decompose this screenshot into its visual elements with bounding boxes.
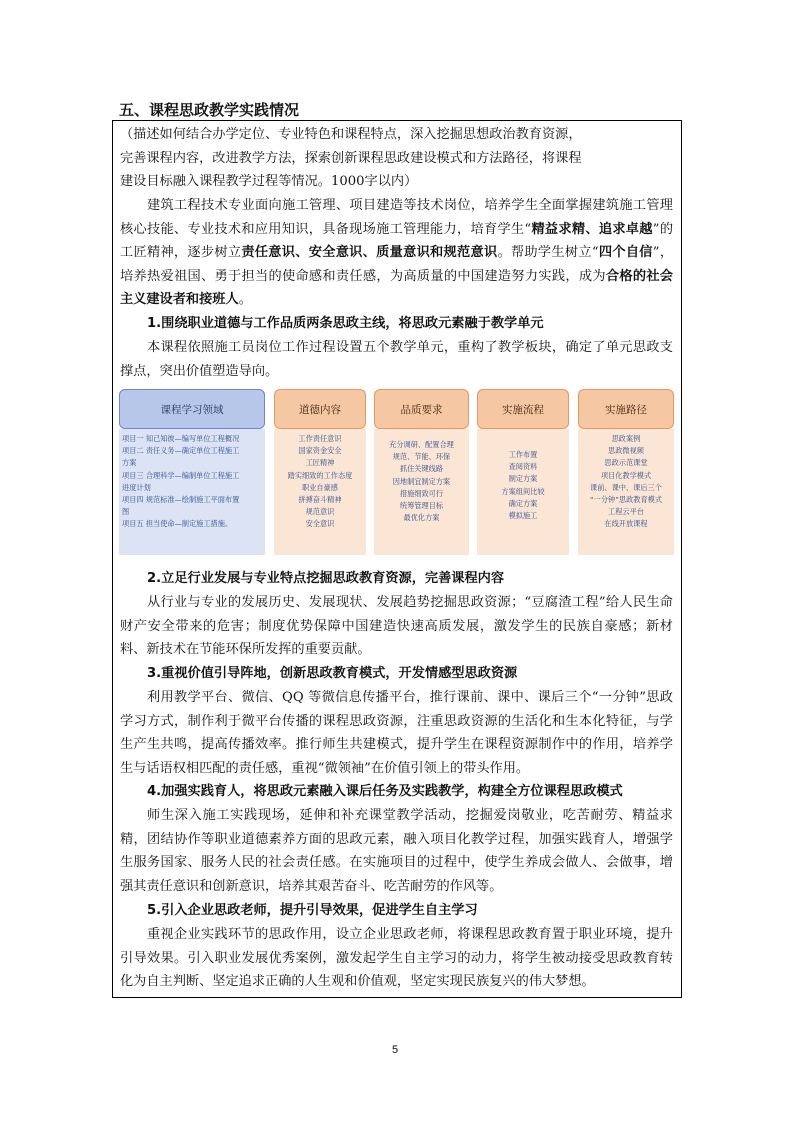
diagram-item: 项目化教学模式 — [600, 470, 652, 480]
diagram-column-title: 课程学习领域 — [119, 389, 265, 429]
diagram-item: 进度计划 — [122, 482, 151, 492]
diagram-item: 抓住关键线路 — [399, 464, 444, 474]
diagram-item: “一分钟”思政教育模式 — [589, 495, 663, 505]
paragraph-text: ”，培养热爱祖国、勇于担当的使命感和责任感，为高质量的中国建造努力实践，成为 — [120, 245, 674, 284]
diagram-item: 项目三 合理科学—编制单位工程施工 — [122, 470, 240, 480]
diagram-column-body — [578, 429, 674, 555]
diagram-item: 制定方案 — [508, 474, 538, 484]
paragraph-5: 重视企业实践环节的思政作用，设立企业思政老师，将课程思政教育置于职业环境，提升引导效果。引入职业发展优秀案例，激发起学生自主学习的动力，将学生被动接受思政教育转化为自主判断、坚定追求正确的人生观和价值观，坚定实现民族复兴的伟大梦想。 — [120, 927, 673, 989]
heading-1: 1.围绕职业道德与工作品质两条思政主线，将思政元素融于教学单元 — [147, 316, 544, 331]
diagram-item: 在线开放课程 — [604, 519, 648, 529]
heading-2: 2.立足行业发展与专业特点挖掘思政教育资源，完善课程内容 — [147, 571, 505, 586]
paragraph-4: 师生深入施工实践现场，延伸和补充课堂教学活动，挖掘爱岗敬业，吃苦耐劳、精益求精，团结协作等职业道德素养方面的思政元素，融入项目化教学过程，加强实践育人，增强学生服务国家、服务人民的社会责任感。在实施项目的过程中，使学生养成会做人、会做事，增强其责任意识和创新意识，培养其艰苦奋斗、吃苦耐劳的作风等。 — [120, 808, 673, 894]
diagram-item: 思政微视频 — [608, 446, 644, 456]
diagram-column-body — [119, 429, 265, 555]
diagram-item: 课前、课中、课后三个 — [590, 482, 662, 492]
intro-note-line: （描述如何结合办学定位、专业特色和课程特点，深入挖掘思想政治教育资源， — [120, 127, 582, 142]
diagram-column-quality-requirements — [374, 389, 469, 555]
diagram-item: 国家资金安全 — [298, 446, 342, 456]
diagram-column-process — [477, 389, 569, 555]
diagram-column-body — [374, 429, 469, 555]
heading-4: 4.加强实践育人，将思政元素融入课后任务及实践教学，构建全方位课程思政模式 — [147, 784, 623, 799]
diagram-item: 项目五 担当使命—制定施工措施。 — [122, 519, 233, 529]
diagram-column-path — [578, 389, 674, 555]
intro-note-line: 完善课程内容，改进教学方法，探索创新课程思政建设模式和方法路径，将课程 — [120, 150, 582, 166]
diagram-item: 项目四 规范标准—绘制施工平面布置 — [122, 495, 240, 505]
paragraph-text: ”的工匠精神，逐步树立 — [120, 221, 674, 260]
diagram-column-moral-content — [274, 389, 366, 555]
diagram-item: 拼搏奋斗精神 — [298, 495, 342, 505]
diagram-item: 工作责任意识 — [298, 434, 342, 443]
emphasis-text: 合格的社会主义建设者和接班人 — [120, 268, 673, 307]
diagram-item: 确定方案 — [508, 498, 538, 508]
diagram-item: 项目一 知己知彼—编写单位工程概况 — [122, 434, 240, 443]
paragraph-2: 从行业与专业的发展历史、发展现状、发展趋势挖掘思政资源；“豆腐渣工程”给人民生命财产安全带来的危害；制度优势保障中国建造快速高质发展，激发学生的民族自豪感；新材料、新技术在节能环保所发挥的重要贡献。 — [120, 595, 673, 657]
diagram-item: 因地制宜制定方案 — [392, 476, 451, 486]
diagram-column-title: 实施路径 — [578, 389, 674, 429]
emphasis-text: 责任意识、安全意识、质量意识和规范意识 — [241, 245, 498, 260]
diagram-item: 模拟施工 — [508, 511, 538, 521]
diagram-column-body — [477, 429, 569, 555]
diagram-column-body — [274, 429, 366, 555]
emphasis-text: 四个自信 — [598, 245, 653, 260]
diagram-item: 查阅资料 — [508, 462, 538, 472]
paragraph-text: 。帮助学生树立“ — [497, 245, 599, 260]
paragraph-1: 本课程依照施工员岗位工作过程设置五个教学单元，重构了教学板块，确定了单元思政支撑点，突出价值塑造导向。 — [120, 340, 673, 379]
diagram-item: 规范意识 — [305, 507, 335, 517]
paragraph-intro — [120, 194, 673, 312]
diagram-item: 项目二 责任义务—确定单位工程施工 — [122, 446, 240, 456]
diagram-item: 思政案例 — [611, 434, 641, 443]
page-number: 5 — [392, 1044, 399, 1056]
intro-note — [120, 123, 673, 194]
section-title: 五、课程思政教学实践情况 — [119, 101, 300, 119]
diagram-item: 规范、节能、环保 — [392, 452, 451, 462]
diagram-column-title: 品质要求 — [374, 389, 469, 429]
diagram-column-title: 实施流程 — [477, 389, 569, 429]
diagram-column-learning-area — [119, 389, 265, 555]
diagram-item: 统筹管理目标 — [399, 501, 444, 511]
diagram-item: 方案 — [122, 458, 137, 468]
diagram-column-title: 道德内容 — [274, 389, 366, 429]
intro-note-line: 建设目标融入课程教学过程等情况。1000字以内） — [120, 174, 418, 189]
diagram-item: 充分调研、配置合理 — [389, 440, 454, 449]
paragraph-3: 利用教学平台、微信、QQ 等微信息传播平台，推行课前、课中、课后三个“一分钟”思政学习方式，制作利于微平台传播的课程思政资源，注重思政资源的生活化和生本化特征，与学生产生共鸣，提高传播效率。推行师生共建模式，提升学生在课程资源制作中的作用，培养学生与话语权相匹配的责任感，重视“微领袖”在价值引领上的带头作用。 — [120, 690, 673, 776]
diagram-item: 工程云平台 — [608, 507, 644, 517]
diagram-item: 措施细致可行 — [399, 488, 444, 498]
heading-3: 3.重视价值引导阵地，创新思政教育模式，开发情感型思政资源 — [147, 666, 518, 681]
heading-5: 5.引入企业思政老师，提升引导效果，促进学生自主学习 — [147, 903, 478, 918]
teaching-unit-diagram — [119, 389, 675, 555]
emphasis-text: 精益求精、追求卓越 — [531, 221, 653, 237]
diagram-item: 安全意识 — [305, 519, 335, 529]
diagram-item: 职业自豪感 — [302, 482, 338, 492]
diagram-item: 思政示范课堂 — [604, 458, 648, 468]
diagram-item: 踏实细致的工作态度 — [287, 470, 353, 480]
diagram-item: 图 — [122, 507, 130, 517]
paragraph-text: 建筑工程技术专业面向施工管理、项目建造等技术岗位，培养学生全面掌握建筑施工管理核心技能、专业技术和应用知识，具备现场施工管理能力，培育学生“ — [120, 198, 673, 237]
diagram-item: 工匠精神 — [305, 458, 335, 468]
diagram-item: 工作布置 — [508, 450, 538, 459]
paragraph-text: 。 — [238, 292, 252, 307]
diagram-item: 方案组间比较 — [501, 486, 545, 496]
diagram-item: 最优化方案 — [403, 513, 440, 523]
